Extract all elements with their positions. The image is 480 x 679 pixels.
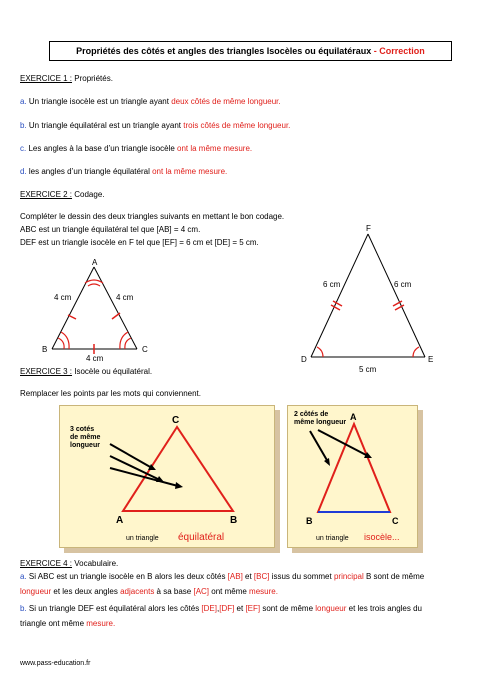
fig1-note-line2: de même [70, 434, 101, 441]
fig2-caption: un triangle [316, 535, 349, 542]
triangle-abc [30, 255, 170, 365]
figure-isocele [287, 405, 418, 548]
label-a: A [92, 258, 98, 267]
ex4-b-r4: longueur [315, 604, 347, 613]
ex4-a-p3: issus du sommet [269, 572, 334, 581]
ex4-a-r1: [AB] [227, 572, 243, 581]
fig1-answer: équilatéral [178, 532, 225, 543]
ex4-b-r2: [DF] [219, 604, 235, 613]
footer-url[interactable]: www.pass-education.fr [20, 660, 91, 667]
ex4-heading [20, 559, 118, 568]
ex4-a-p2: et [242, 572, 254, 581]
ex2-heading-label: EXERCICE 2 : [20, 190, 73, 199]
ex4-b-p3: et [234, 604, 246, 613]
ex1-item-d [20, 167, 227, 176]
ex4-b-p2: , [216, 604, 220, 613]
ex4-a-p6: à sa base [154, 587, 194, 596]
ex3-instruction: Remplacer les points par les mots qui conviennent. [20, 389, 201, 398]
title-separator: - [371, 46, 380, 56]
fig1-label-a: A [116, 515, 124, 526]
fig1-label-b: B [230, 515, 238, 526]
ex1-item-a [20, 97, 281, 106]
ex4-a-r3: principal [333, 572, 364, 581]
figure-equilateral [59, 405, 275, 548]
label-e: E [428, 355, 434, 364]
ex1-d-num: d. [20, 167, 27, 176]
ex4-b-num: b. [20, 604, 27, 613]
tick-df [331, 305, 340, 310]
ex4-b-p6: triangle ont même [20, 619, 87, 628]
ex4-b-p1: Si un triangle DEF est équilatéral alors les côtés [26, 604, 202, 613]
tick-ac [112, 313, 120, 319]
ex2-line2: ABC est un triangle équilatéral tel que [AB] = 4 cm. [20, 225, 201, 234]
ex4-a-line1 [20, 572, 424, 581]
ex4-a-r7: mesure. [249, 587, 278, 596]
fig2-label-a: A [350, 412, 357, 422]
fig2-label-c: C [392, 516, 399, 526]
ex1-item-b [20, 121, 290, 130]
ex4-b-r3: [EF] [245, 604, 261, 613]
ex4-a-p4: B sont de même [363, 572, 425, 581]
ex4-heading-label: EXERCICE 4 : [20, 559, 73, 568]
label-ef-length: 6 cm [394, 280, 412, 289]
ex1-a-text: Un triangle isocèle est un triangle ayant [26, 97, 172, 106]
ex2-heading [20, 190, 104, 199]
ex4-a-line2 [20, 587, 278, 596]
ex1-d-text: les angles d’un triangle équilatéral [26, 167, 153, 176]
arrow-1 [110, 444, 152, 468]
ex3-heading-rest: Isocèle ou équilatéral. [72, 367, 153, 376]
ex2-line1: Compléter le dessin des deux triangles suivants en mettant le bon codage. [20, 212, 285, 221]
ex4-a-p5: et les deux angles [51, 587, 121, 596]
fig2-label-b: B [306, 516, 313, 526]
fig1-caption: un triangle [126, 535, 159, 542]
title-correction: Correction [379, 46, 425, 56]
triangle-isocele-shape [318, 424, 390, 512]
ex1-b-answer: trois côtés de même longueur. [183, 121, 291, 130]
angle-mark-e [413, 347, 419, 357]
fig2-note-line1: 2 côtés de [294, 411, 329, 418]
ex1-item-c [20, 144, 252, 153]
label-ab-length: 4 cm [54, 293, 72, 302]
ex1-c-answer: ont la même mesure. [177, 144, 253, 153]
ex4-a-p7: ont même [209, 587, 250, 596]
fig1-note-line3: longueur [70, 442, 100, 449]
label-d: D [301, 355, 307, 364]
ex4-a-p1: Si ABC est un triangle isocèle en B alors les deux côtés [26, 572, 228, 581]
ex4-b-r6: mesure. [86, 619, 116, 628]
ex4-a-r6: [AC] [193, 587, 210, 596]
ex2-heading-rest: Codage. [72, 190, 105, 199]
ex1-c-num: c. [20, 144, 27, 153]
ex3-heading [20, 367, 152, 376]
arrow-3 [110, 468, 178, 486]
fig2-note-line2: même longueur [294, 419, 347, 426]
arrow-4 [310, 431, 328, 462]
ex1-c-text: Les angles à la base d’un triangle isocèle [26, 144, 177, 153]
ex4-b-p4: sont de même [260, 604, 316, 613]
ex1-heading-rest: Propriétés. [72, 74, 113, 83]
ex1-heading [20, 74, 113, 83]
label-bc-length: 4 cm [86, 354, 104, 363]
ex3-heading-label: EXERCICE 3 : [20, 367, 73, 376]
angle-mark-d [317, 347, 323, 357]
ex4-b-r1: [DE] [201, 604, 217, 613]
title-box [49, 41, 452, 61]
fig1-label-c: C [172, 415, 180, 426]
label-df-length: 6 cm [323, 280, 341, 289]
ex1-b-text: Un triangle équilatéral est un triangle ayant [26, 121, 184, 130]
label-f: F [366, 224, 371, 233]
angle-mark-a [85, 280, 103, 283]
ex4-a-r5: adjacents [120, 587, 155, 596]
triangle-equilateral-shape [123, 427, 233, 511]
label-c: C [142, 345, 148, 354]
ex4-heading-rest: Vocabulaire. [72, 559, 119, 568]
ex4-b-line2 [20, 619, 115, 628]
label-ac-length: 4 cm [116, 293, 134, 302]
ex2-line3: DEF est un triangle isocèle en F tel que [EF] = 6 cm et [DE] = 5 cm. [20, 238, 259, 247]
ex1-b-num: b. [20, 121, 27, 130]
tick-ab [68, 315, 76, 319]
ex1-a-num: a. [20, 97, 27, 106]
triangle-def [295, 222, 445, 377]
ex4-b-p5: et les trois angles du [346, 604, 423, 613]
ex4-a-r4: longueur [20, 587, 52, 596]
ex4-b-line1 [20, 604, 422, 613]
ex4-a-num: a. [20, 572, 27, 581]
label-b: B [42, 345, 48, 354]
ex1-a-answer: deux côtés de même longueur. [171, 97, 281, 106]
ex1-heading-label: EXERCICE 1 : [20, 74, 73, 83]
fig2-answer: isocèle... [364, 532, 400, 542]
ex1-d-answer: ont la même mesure. [152, 167, 228, 176]
ex4-a-r2: [BC] [253, 572, 270, 581]
label-de-length: 5 cm [359, 365, 377, 374]
fig1-note-line1: 3 cotés [70, 426, 95, 433]
title-text: Propriétés des côtés et angles des triangles Isocèles ou équilatéraux [76, 46, 372, 56]
